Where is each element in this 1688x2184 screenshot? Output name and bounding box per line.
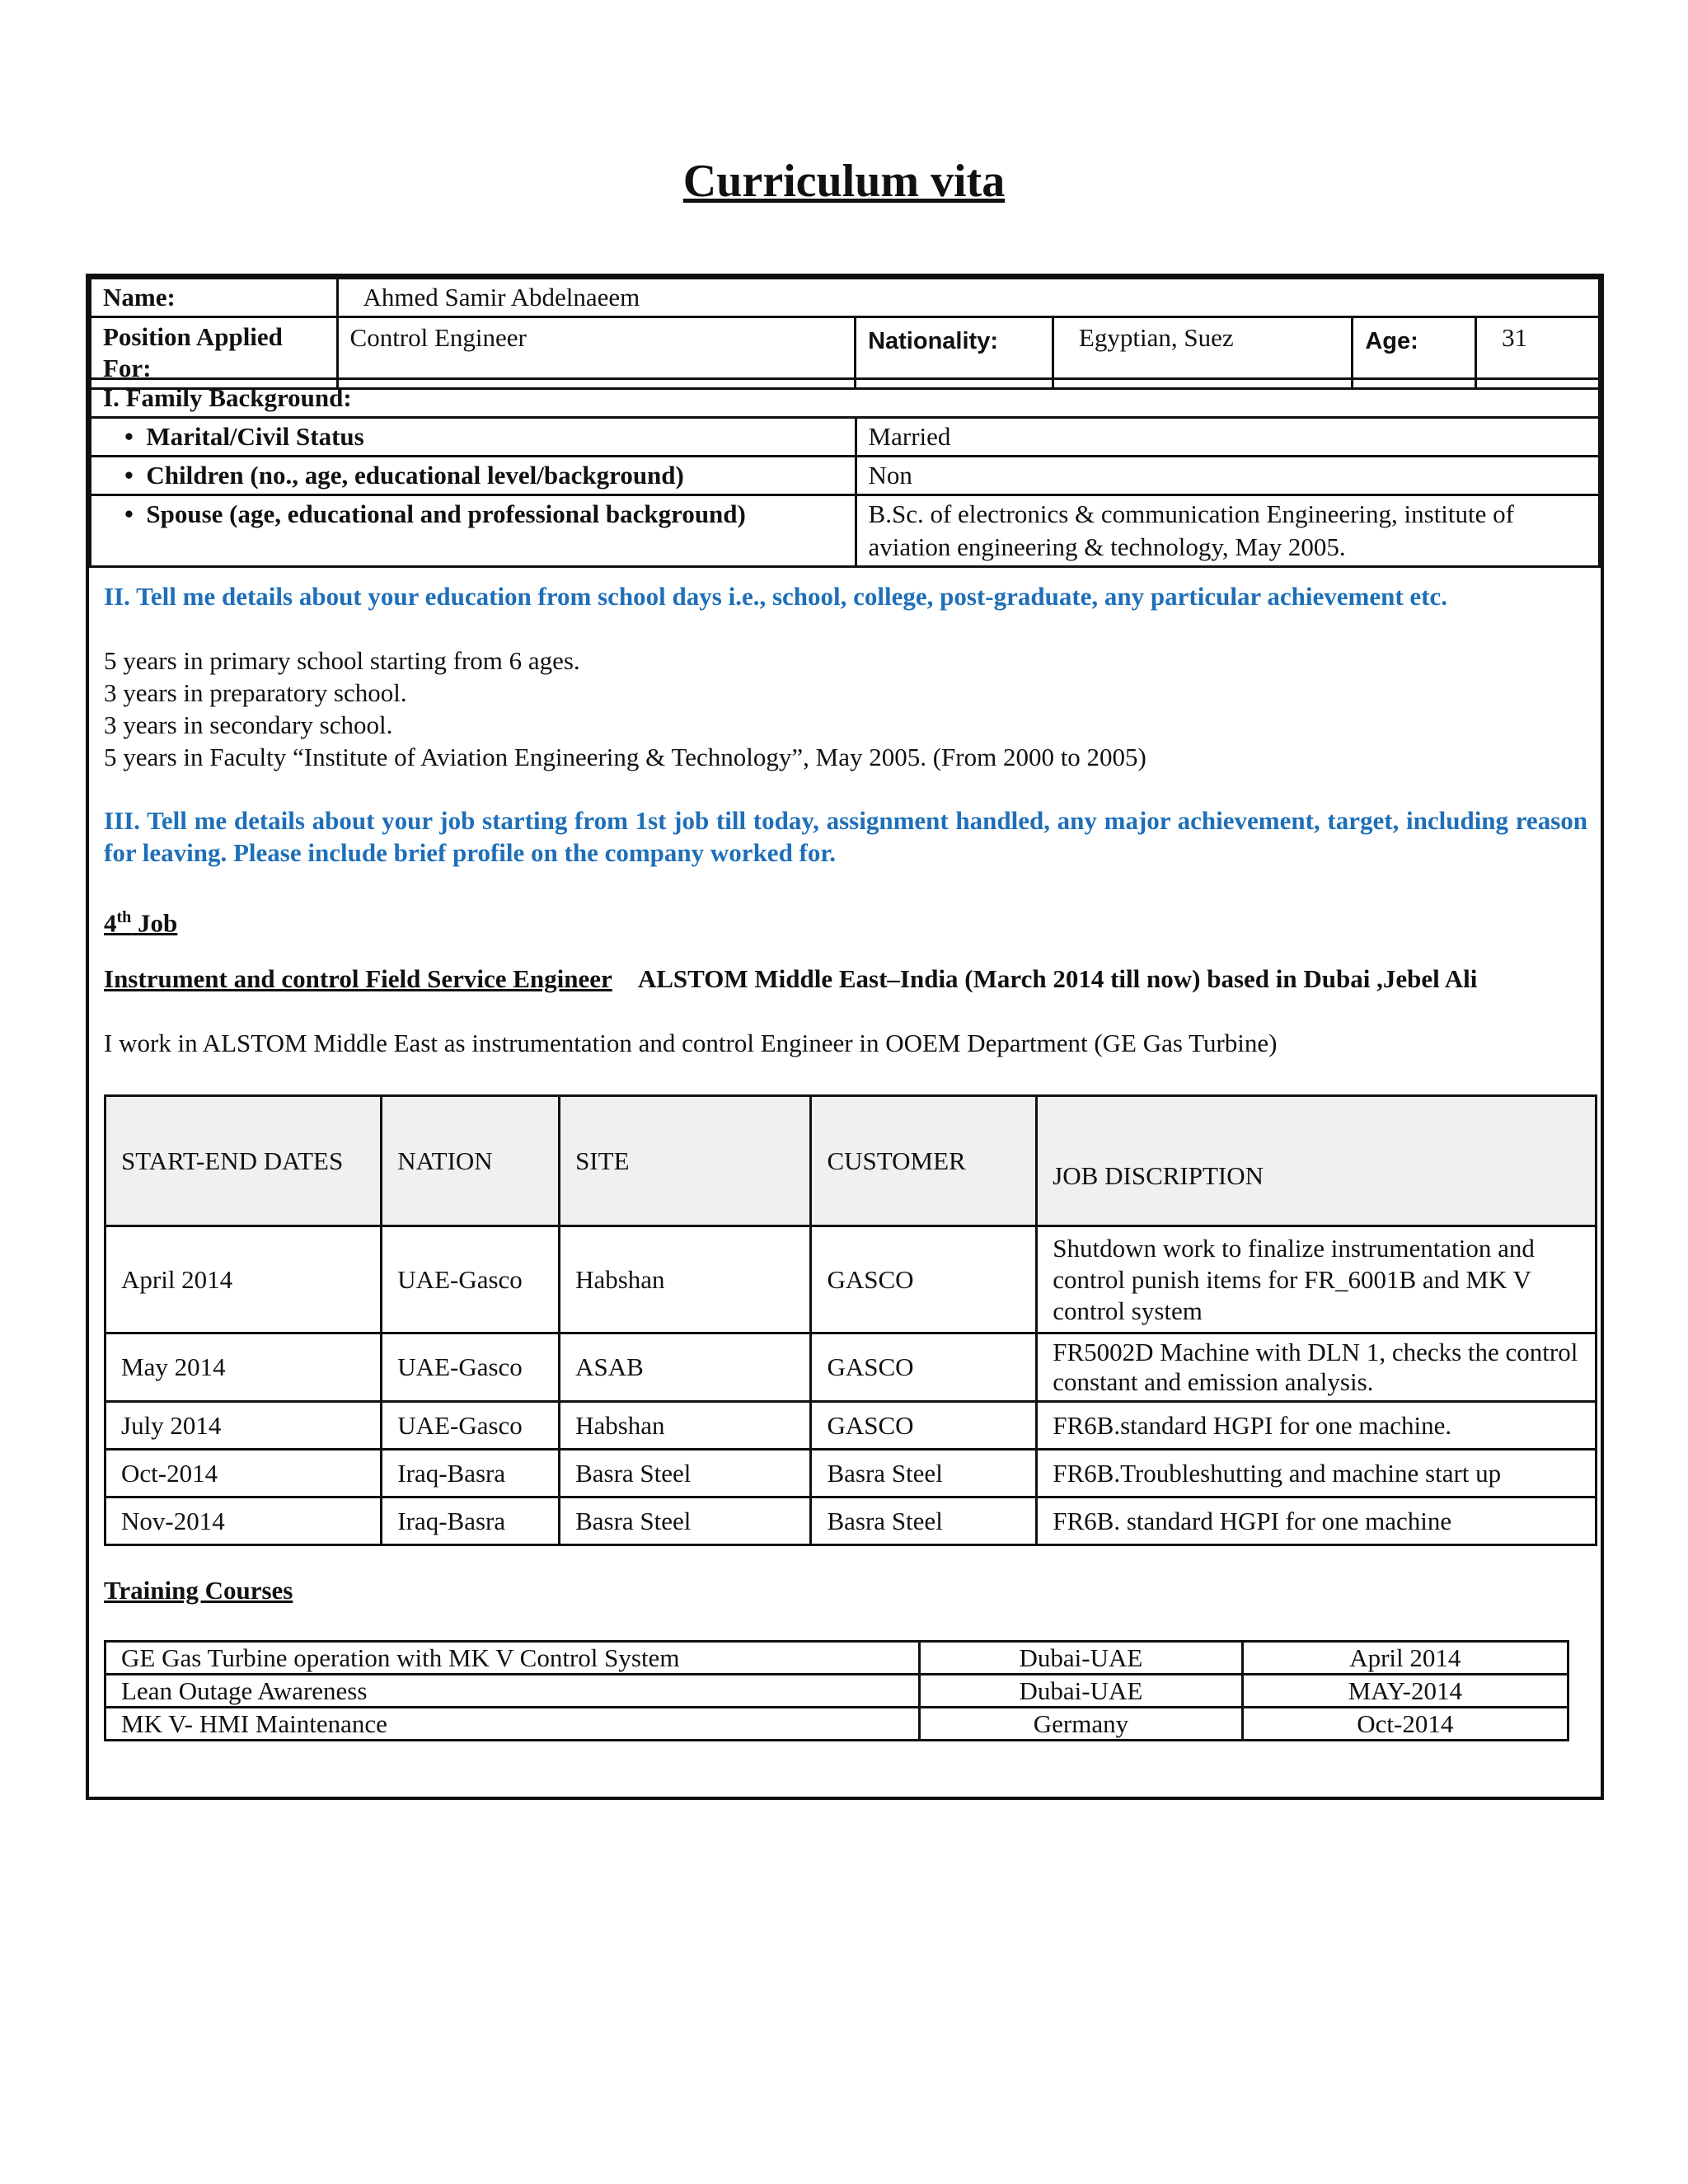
table-cell: FR5002D Machine with DLN 1, checks the control constant and emission analysis.	[1037, 1333, 1597, 1402]
header-table	[89, 277, 1601, 390]
jobs-header-cell: CUSTOMER	[811, 1096, 1037, 1226]
table-cell: Basra Steel	[811, 1497, 1037, 1545]
training-heading: Training Courses	[104, 1576, 293, 1605]
jobs-heading: III. Tell me details about your job starting from 1st job till today, assignment handled, any major achievement, target, including reason for leaving. Please include brief profile on the company worked for.	[104, 806, 1587, 867]
family-row-value: Non	[856, 457, 1599, 495]
table-cell: Oct-2014	[1242, 1708, 1568, 1741]
table-cell: GE Gas Turbine operation with MK V Control System	[106, 1642, 920, 1675]
job-company: ALSTOM Middle East–India (March 2014 till now) based in Dubai ,Jebel Ali	[637, 964, 1478, 993]
family-table	[89, 377, 1601, 568]
education-heading: II. Tell me details about your education from school days i.e., school, college, post-graduate, any particular achievement etc.	[104, 582, 1448, 611]
education-line: 5 years in Faculty “Institute of Aviation Engineering & Technology”, May 2005. (From 2000 to 2005)	[104, 743, 1146, 771]
job-title-line	[104, 963, 1587, 995]
education-line: 3 years in secondary school.	[104, 710, 393, 739]
table-cell: UAE-Gasco	[382, 1226, 560, 1333]
family-row-label: • Marital/Civil Status	[91, 418, 856, 457]
table-cell: GASCO	[811, 1402, 1037, 1450]
age-value: 31	[1476, 317, 1600, 389]
nationality-label: Nationality:	[856, 317, 1053, 389]
table-cell: Basra Steel	[560, 1450, 811, 1497]
age-label: Age:	[1353, 317, 1476, 389]
table-cell: April 2014	[106, 1226, 382, 1333]
family-row-value: Married	[856, 418, 1599, 457]
table-cell: FR6B.standard HGPI for one machine.	[1037, 1402, 1597, 1450]
jobs-table	[104, 1094, 1597, 1546]
job-description: I work in ALSTOM Middle East as instrumentation and control Engineer in OOEM Department (GE Gas Turbine)	[104, 1029, 1278, 1057]
jobs-header-cell: START-END DATES	[106, 1096, 382, 1226]
table-row	[106, 1450, 1597, 1497]
training-table	[104, 1640, 1569, 1741]
table-row	[106, 1497, 1597, 1545]
table-cell: Basra Steel	[560, 1497, 811, 1545]
table-cell: MK V- HMI Maintenance	[106, 1708, 920, 1741]
table-cell: MAY-2014	[1242, 1675, 1568, 1708]
table-row	[106, 1708, 1568, 1741]
table-cell: UAE-Gasco	[382, 1402, 560, 1450]
table-row	[106, 1675, 1568, 1708]
table-row	[106, 1642, 1568, 1675]
position-label: Position Applied For:	[91, 317, 338, 389]
table-cell: Dubai-UAE	[920, 1675, 1242, 1708]
education-line: 3 years in preparatory school.	[104, 678, 407, 707]
table-cell: Lean Outage Awareness	[106, 1675, 920, 1708]
education-line: 5 years in primary school starting from 6 ages.	[104, 646, 580, 675]
name-label: Name:	[91, 279, 338, 317]
jobs-header-cell: JOB DISCRIPTION	[1037, 1096, 1597, 1226]
table-cell: Shutdown work to finalize instrumentation and control punish items for FR_6001B and MK V control system	[1037, 1226, 1597, 1333]
table-cell: Oct-2014	[106, 1450, 382, 1497]
table-cell: Nov-2014	[106, 1497, 382, 1545]
family-row-value: B.Sc. of electronics & communication Engineering, institute of aviation engineering & technology, May 2005.	[856, 495, 1599, 567]
family-row-label: • Children (no., age, educational level/background)	[91, 457, 856, 495]
table-cell: FR6B. standard HGPI for one machine	[1037, 1497, 1597, 1545]
table-cell: July 2014	[106, 1402, 382, 1450]
job-number-heading: 4th Job	[104, 908, 178, 938]
jobs-header-cell: NATION	[382, 1096, 560, 1226]
table-cell: ASAB	[560, 1333, 811, 1402]
table-cell: Dubai-UAE	[920, 1642, 1242, 1675]
table-cell: May 2014	[106, 1333, 382, 1402]
table-cell: Habshan	[560, 1226, 811, 1333]
cv-frame	[86, 274, 1604, 1800]
table-row	[106, 1333, 1597, 1402]
family-heading: I. Family Background:	[91, 379, 1600, 418]
position-value: Control Engineer	[337, 317, 856, 389]
job-title: Instrument and control Field Service Engineer	[104, 964, 612, 993]
table-row	[106, 1402, 1597, 1450]
table-cell: GASCO	[811, 1226, 1037, 1333]
table-cell: April 2014	[1242, 1642, 1568, 1675]
table-cell: UAE-Gasco	[382, 1333, 560, 1402]
table-cell: Iraq-Basra	[382, 1497, 560, 1545]
table-cell: Iraq-Basra	[382, 1450, 560, 1497]
table-row	[106, 1226, 1597, 1333]
page-title: Curriculum vita	[682, 156, 1006, 207]
table-cell: FR6B.Troubleshutting and machine start up	[1037, 1450, 1597, 1497]
table-cell: Habshan	[560, 1402, 811, 1450]
jobs-header-cell: SITE	[560, 1096, 811, 1226]
nationality-value: Egyptian, Suez	[1053, 317, 1352, 389]
table-cell: Germany	[920, 1708, 1242, 1741]
family-row-label: • Spouse (age, educational and professional background)	[91, 495, 856, 567]
table-cell: GASCO	[811, 1333, 1037, 1402]
name-value: Ahmed Samir Abdelnaeem	[337, 279, 1599, 317]
education-list	[104, 644, 1587, 773]
table-cell: Basra Steel	[811, 1450, 1037, 1497]
